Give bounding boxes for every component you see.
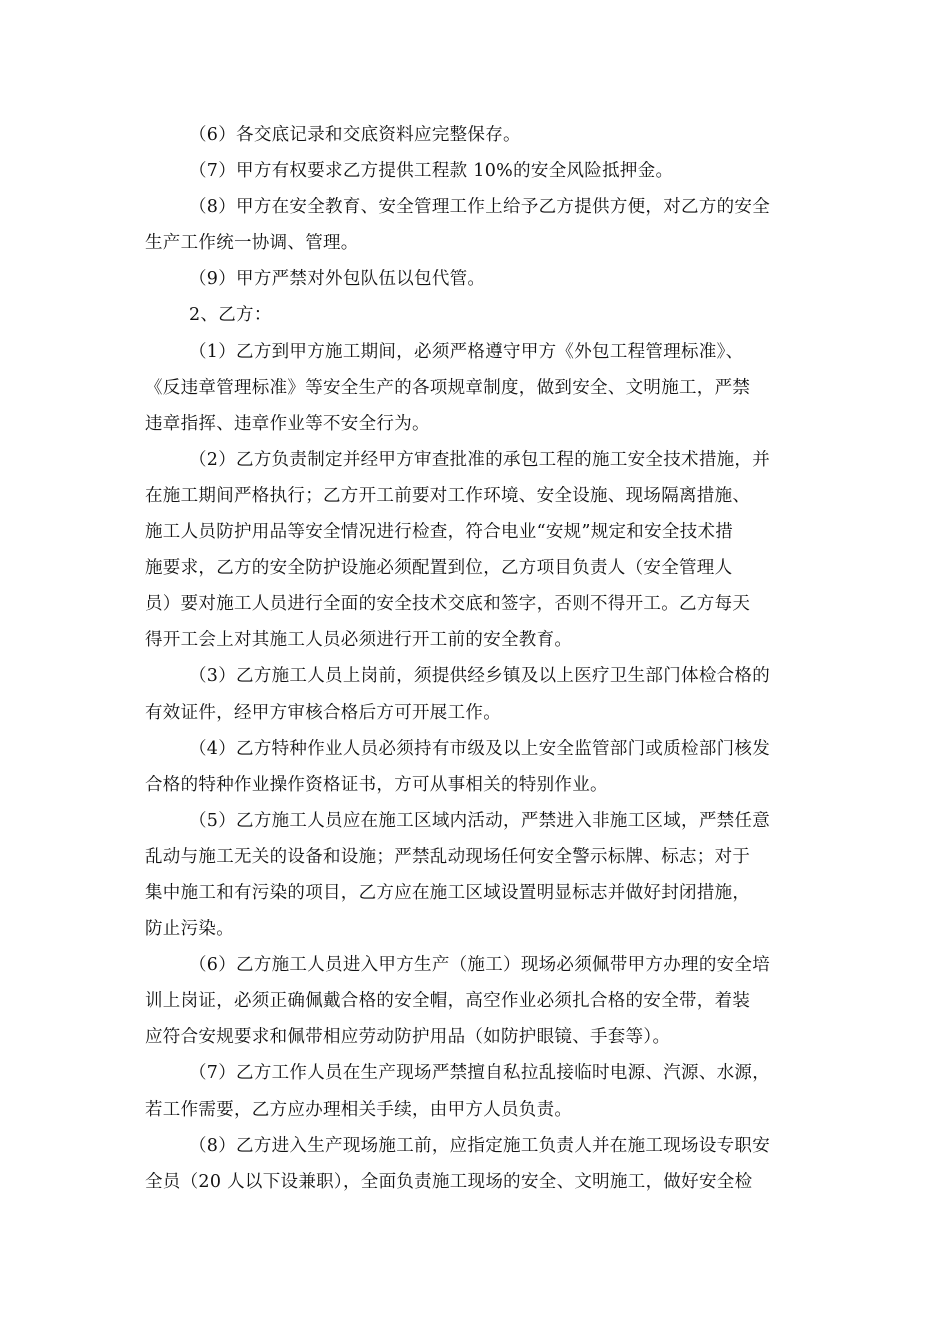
paragraph <box>145 153 809 189</box>
paragraph <box>145 334 809 442</box>
text-line: 合格的特种作业操作资格证书，方可从事相关的特别作业。 <box>145 774 608 795</box>
text-line: （8）甲方在安全教育、安全管理工作上给予乙方提供方便，对乙方的安全 <box>189 197 771 218</box>
text-line: 若工作需要，乙方应办理相关手续，由甲方人员负责。 <box>145 1099 573 1120</box>
paragraph <box>145 117 809 153</box>
text-line: 生产工作统一协调、管理。 <box>145 233 359 254</box>
text-line: （2）乙方负责制定并经甲方审查批准的承包工程的施工安全技术措施，并 <box>189 449 771 470</box>
text-line: 应符合安规要求和佩带相应劳动防护用品（如防护眼镜、手套等）。 <box>145 1027 671 1048</box>
paragraph <box>145 803 809 947</box>
paragraph <box>145 442 809 659</box>
paragraph <box>145 658 809 730</box>
text-line: 集中施工和有污染的项目，乙方应在施工区域设置明显标志并做好封闭措施， <box>145 882 751 903</box>
text-line: 在施工期间严格执行；乙方开工前要对工作环境、安全设施、现场隔离措施、 <box>145 485 751 506</box>
paragraph <box>145 947 809 1055</box>
text-line: （8）乙方进入生产现场施工前，应指定施工负责人并在施工现场设专职安 <box>189 1135 771 1156</box>
paragraph <box>145 189 809 261</box>
paragraph <box>145 297 809 333</box>
text-line: （9）甲方严禁对外包队伍以包代管。 <box>189 269 486 290</box>
text-line: 员）要对施工人员进行全面的安全技术交底和签字，否则不得开工。乙方每天 <box>145 594 751 615</box>
paragraph <box>145 1128 809 1200</box>
paragraph <box>145 731 809 803</box>
text-line: 乱动与施工无关的设备和设施；严禁乱动现场任何安全警示标牌、标志；对于 <box>145 846 751 867</box>
text-line: （7）甲方有权要求乙方提供工程款 10%的安全风险抵押金。 <box>189 161 674 182</box>
text-line: 施工人员防护用品等安全情况进行检查，符合电业“安规”规定和安全技术措 <box>145 522 734 543</box>
text-line: 训上岗证，必须正确佩戴合格的安全帽，高空作业必须扎合格的安全带，着装 <box>145 991 751 1012</box>
text-line: 违章指挥、违章作业等不安全行为。 <box>145 413 430 434</box>
text-line: 全员（20 人以下设兼职），全面负责施工现场的安全、文明施工，做好安全检 <box>145 1171 753 1192</box>
text-line: 有效证件，经甲方审核合格后方可开展工作。 <box>145 702 501 723</box>
paragraph <box>145 261 809 297</box>
text-line: （3）乙方施工人员上岗前，须提供经乡镇及以上医疗卫生部门体检合格的 <box>189 666 771 687</box>
text-line: （7）乙方工作人员在生产现场严禁擅自私拉乱接临时电源、汽源、水源， <box>189 1063 771 1084</box>
paragraph <box>145 1055 809 1127</box>
text-line: （6）乙方施工人员进入甲方生产（施工）现场必须佩带甲方办理的安全培 <box>189 955 771 976</box>
text-line: （6）各交底记录和交底资料应完整保存。 <box>189 125 521 145</box>
text-line: （5）乙方施工人员应在施工区域内活动，严禁进入非施工区域，严禁任意 <box>189 810 771 831</box>
text-line: （1）乙方到甲方施工期间，必须严格遵守甲方《外包工程管理标准》、 <box>189 341 744 362</box>
text-line: 施要求，乙方的安全防护设施必须配置到位，乙方项目负责人（安全管理人 <box>145 558 733 579</box>
text-line: （4）乙方特种作业人员必须持有市级及以上安全监管部门或质检部门核发 <box>189 738 771 759</box>
text-line: 防止污染。 <box>145 919 234 940</box>
text-line: 得开工会上对其施工人员必须进行开工前的安全教育。 <box>145 630 573 651</box>
text-line: 《反违章管理标准》等安全生产的各项规章制度，做到安全、文明施工，严禁 <box>145 377 751 398</box>
document-body <box>145 117 809 1200</box>
text-line: 2、乙方： <box>189 305 272 326</box>
